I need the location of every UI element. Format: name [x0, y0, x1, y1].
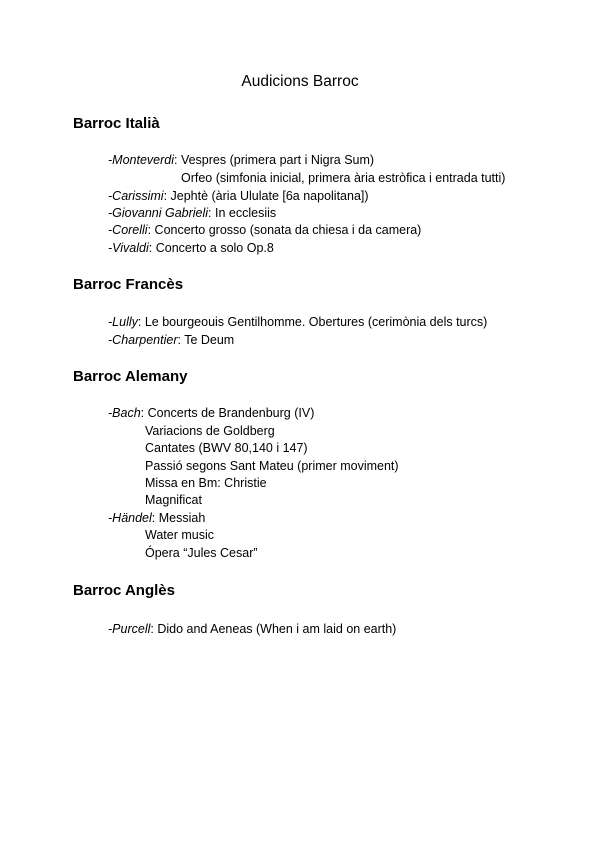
section-heading-frances: Barroc Francès [73, 276, 184, 293]
work-title: : Jephtè (ària Ululate [6a napolitana]) [163, 189, 369, 203]
composer-name: -Lully [108, 315, 138, 329]
work-title: Variacions de Goldberg [145, 424, 275, 438]
list-item [145, 440, 308, 457]
list-item [108, 222, 421, 239]
list-item [108, 314, 487, 331]
section-heading-alemany: Barroc Alemany [73, 368, 188, 385]
list-item [145, 475, 267, 492]
work-title: : Vespres (primera part i Nigra Sum) [174, 153, 375, 167]
work-title: : Concerts de Brandenburg (IV) [140, 406, 315, 420]
work-title: Ópera “Jules Cesar” [145, 546, 258, 560]
list-item [145, 492, 202, 509]
work-title: : Dido and Aeneas (When i am laid on earth) [150, 622, 397, 636]
list-item [108, 621, 396, 638]
list-item [108, 188, 369, 205]
work-title: Missa en Bm: Christie [145, 476, 267, 490]
section-heading-italia: Barroc Italià [73, 115, 160, 132]
composer-name: -Corelli [108, 223, 148, 237]
work-title: Water music [145, 528, 214, 542]
list-item [108, 332, 234, 349]
list-item [108, 510, 205, 527]
list-item [108, 205, 276, 222]
work-title: : Messiah [151, 511, 206, 525]
composer-name: -Giovanni Gabrieli [108, 206, 209, 220]
composer-name: -Monteverdi [108, 153, 174, 167]
composer-name: -Purcell [108, 622, 151, 636]
list-item [145, 458, 399, 475]
list-item [108, 152, 374, 169]
composer-name: -Charpentier [108, 333, 178, 347]
list-item [145, 545, 258, 562]
work-title: Cantates (BWV 80,140 i 147) [145, 441, 308, 455]
work-title: : Te Deum [177, 333, 235, 347]
composer-name: -Händel [108, 511, 152, 525]
work-title: : Concerto grosso (sonata da chiesa i da camera) [147, 223, 422, 237]
work-title: Orfeo (simfonia inicial, primera ària estròfica i entrada tutti) [181, 171, 506, 185]
composer-name: -Vivaldi [108, 241, 149, 255]
document-title: Audicions Barroc [241, 73, 359, 90]
list-item [108, 405, 314, 422]
composer-name: -Carissimi [108, 189, 164, 203]
section-heading-angles: Barroc Anglès [73, 582, 175, 599]
work-title: Passió segons Sant Mateu (primer moviment) [145, 459, 399, 473]
list-item [108, 240, 274, 257]
work-title: : Concerto a solo Op.8 [148, 241, 274, 255]
work-title: : In ecclesiis [208, 206, 277, 220]
list-item [145, 527, 214, 544]
list-item [145, 423, 275, 440]
work-title: Magnificat [145, 493, 202, 507]
work-title: : Le bourgeouis Gentilhomme. Obertures (cerimònia dels turcs) [137, 315, 488, 329]
list-item [181, 170, 505, 187]
composer-name: -Bach [108, 406, 141, 420]
